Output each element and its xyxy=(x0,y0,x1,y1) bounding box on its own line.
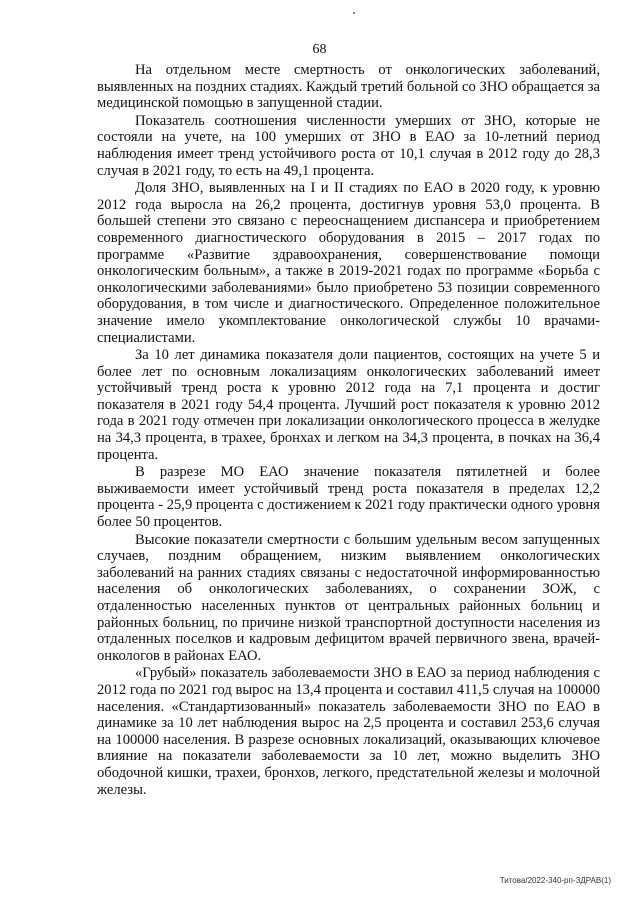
paragraph: За 10 лет динамика показателя доли пациентов, состоящих на учете 5 и более лет по основным локализациям онкологических заболеваний имеет устойчивый тренд роста к уровню 2012 года на 7,1 процента и достиг показателя в 2021 году 54,4 процента. Лучший рост показателя к уровню 2012 года в 2021 году отмечен при локализации онкологического процесса в желудке на 34,3 процента, в трахее, бронхах и легком на 34,3 процента, в почках на 36,4 процента. xyxy=(97,347,600,463)
page-number: 68 xyxy=(312,42,327,57)
paragraph: В разрезе МО ЕАО значение показателя пятилетней и более выживаемости имеет устойчивый тренд роста показателя в пределах 12,2 процента - 25,9 процента с достижением к 2021 году практически одного уровня более 50 процентов. xyxy=(97,464,600,531)
paragraph: Доля ЗНО, выявленных на I и II стадиях по ЕАО в 2020 году, к уровню 2012 года выросла на 26,2 процента, достигнув уровня 53,0 процента. В большей степени это связано с переоснащением диспансера и приобретением современного диагностического оборудования в 2015 – 2017 годах по программе «Развитие здравоохранения, совершенствование помощи онкологическим больным», а также в 2019-2021 годах по программе «Борьба с онкологическими заболеваниями» было приобретено 53 позиции современного оборудования, в том числе и диагностического. Определенное положительное значение имело укомплектование онкологической службы 10 врачами-специалистами. xyxy=(97,180,600,346)
scan-speck xyxy=(353,12,355,14)
paragraph: Показатель соотношения численности умерших от ЗНО, которые не состояли на учете, на 100 умерших от ЗНО в ЕАО за 10-летний период наблюдения имеет тренд устойчивого роста от 10,1 случая в 2012 году до 28,3 случая в 2021 году, то есть на 49,1 процента. xyxy=(97,112,600,179)
paragraph: На отдельном месте смертность от онкологических заболеваний, выявленных на поздних стадиях. Каждый третий больной со ЗНО обращается за медицинской помощью в запущенной стадии. xyxy=(97,62,600,112)
paragraph: Высокие показатели смертности с большим удельным весом запущенных случаев, поздним обращением, низким выявлением онкологических заболеваний на ранних стадиях связаны с недостаточной информированностью населения об онкологических заболеваниях, о сохранении ЗОЖ, с отдаленностью населенных пунктов от центральных районных больниц и районных больниц, по причине низкой транспортной доступности населения из отдаленных поселков и кадровым дефицитом врачей первичного звена, врачей-онкологов в районах ЕАО. xyxy=(97,531,600,664)
paragraph: «Грубый» показатель заболеваемости ЗНО в ЕАО за период наблюдения с 2012 года по 2021 год вырос на 13,4 процента и составил 411,5 случая на 100000 населения. «Стандартизованный» показатель заболеваемости ЗНО по ЕАО в динамике за 10 лет наблюдения вырос на 2,5 процента и составил 253,6 случая на 100000 населения. В разрезе основных локализаций, оказывающих ключевое влияние на показатели заболеваемости за 10 лет, можно выделить ЗНО ободочной кишки, трахеи, бронхов, легкого, предстательной железы и молочной железы. xyxy=(97,665,600,798)
document-footer-code: Титова/2022-340-рп-ЗДРАВ(1) xyxy=(499,876,611,885)
document-body xyxy=(97,62,600,799)
